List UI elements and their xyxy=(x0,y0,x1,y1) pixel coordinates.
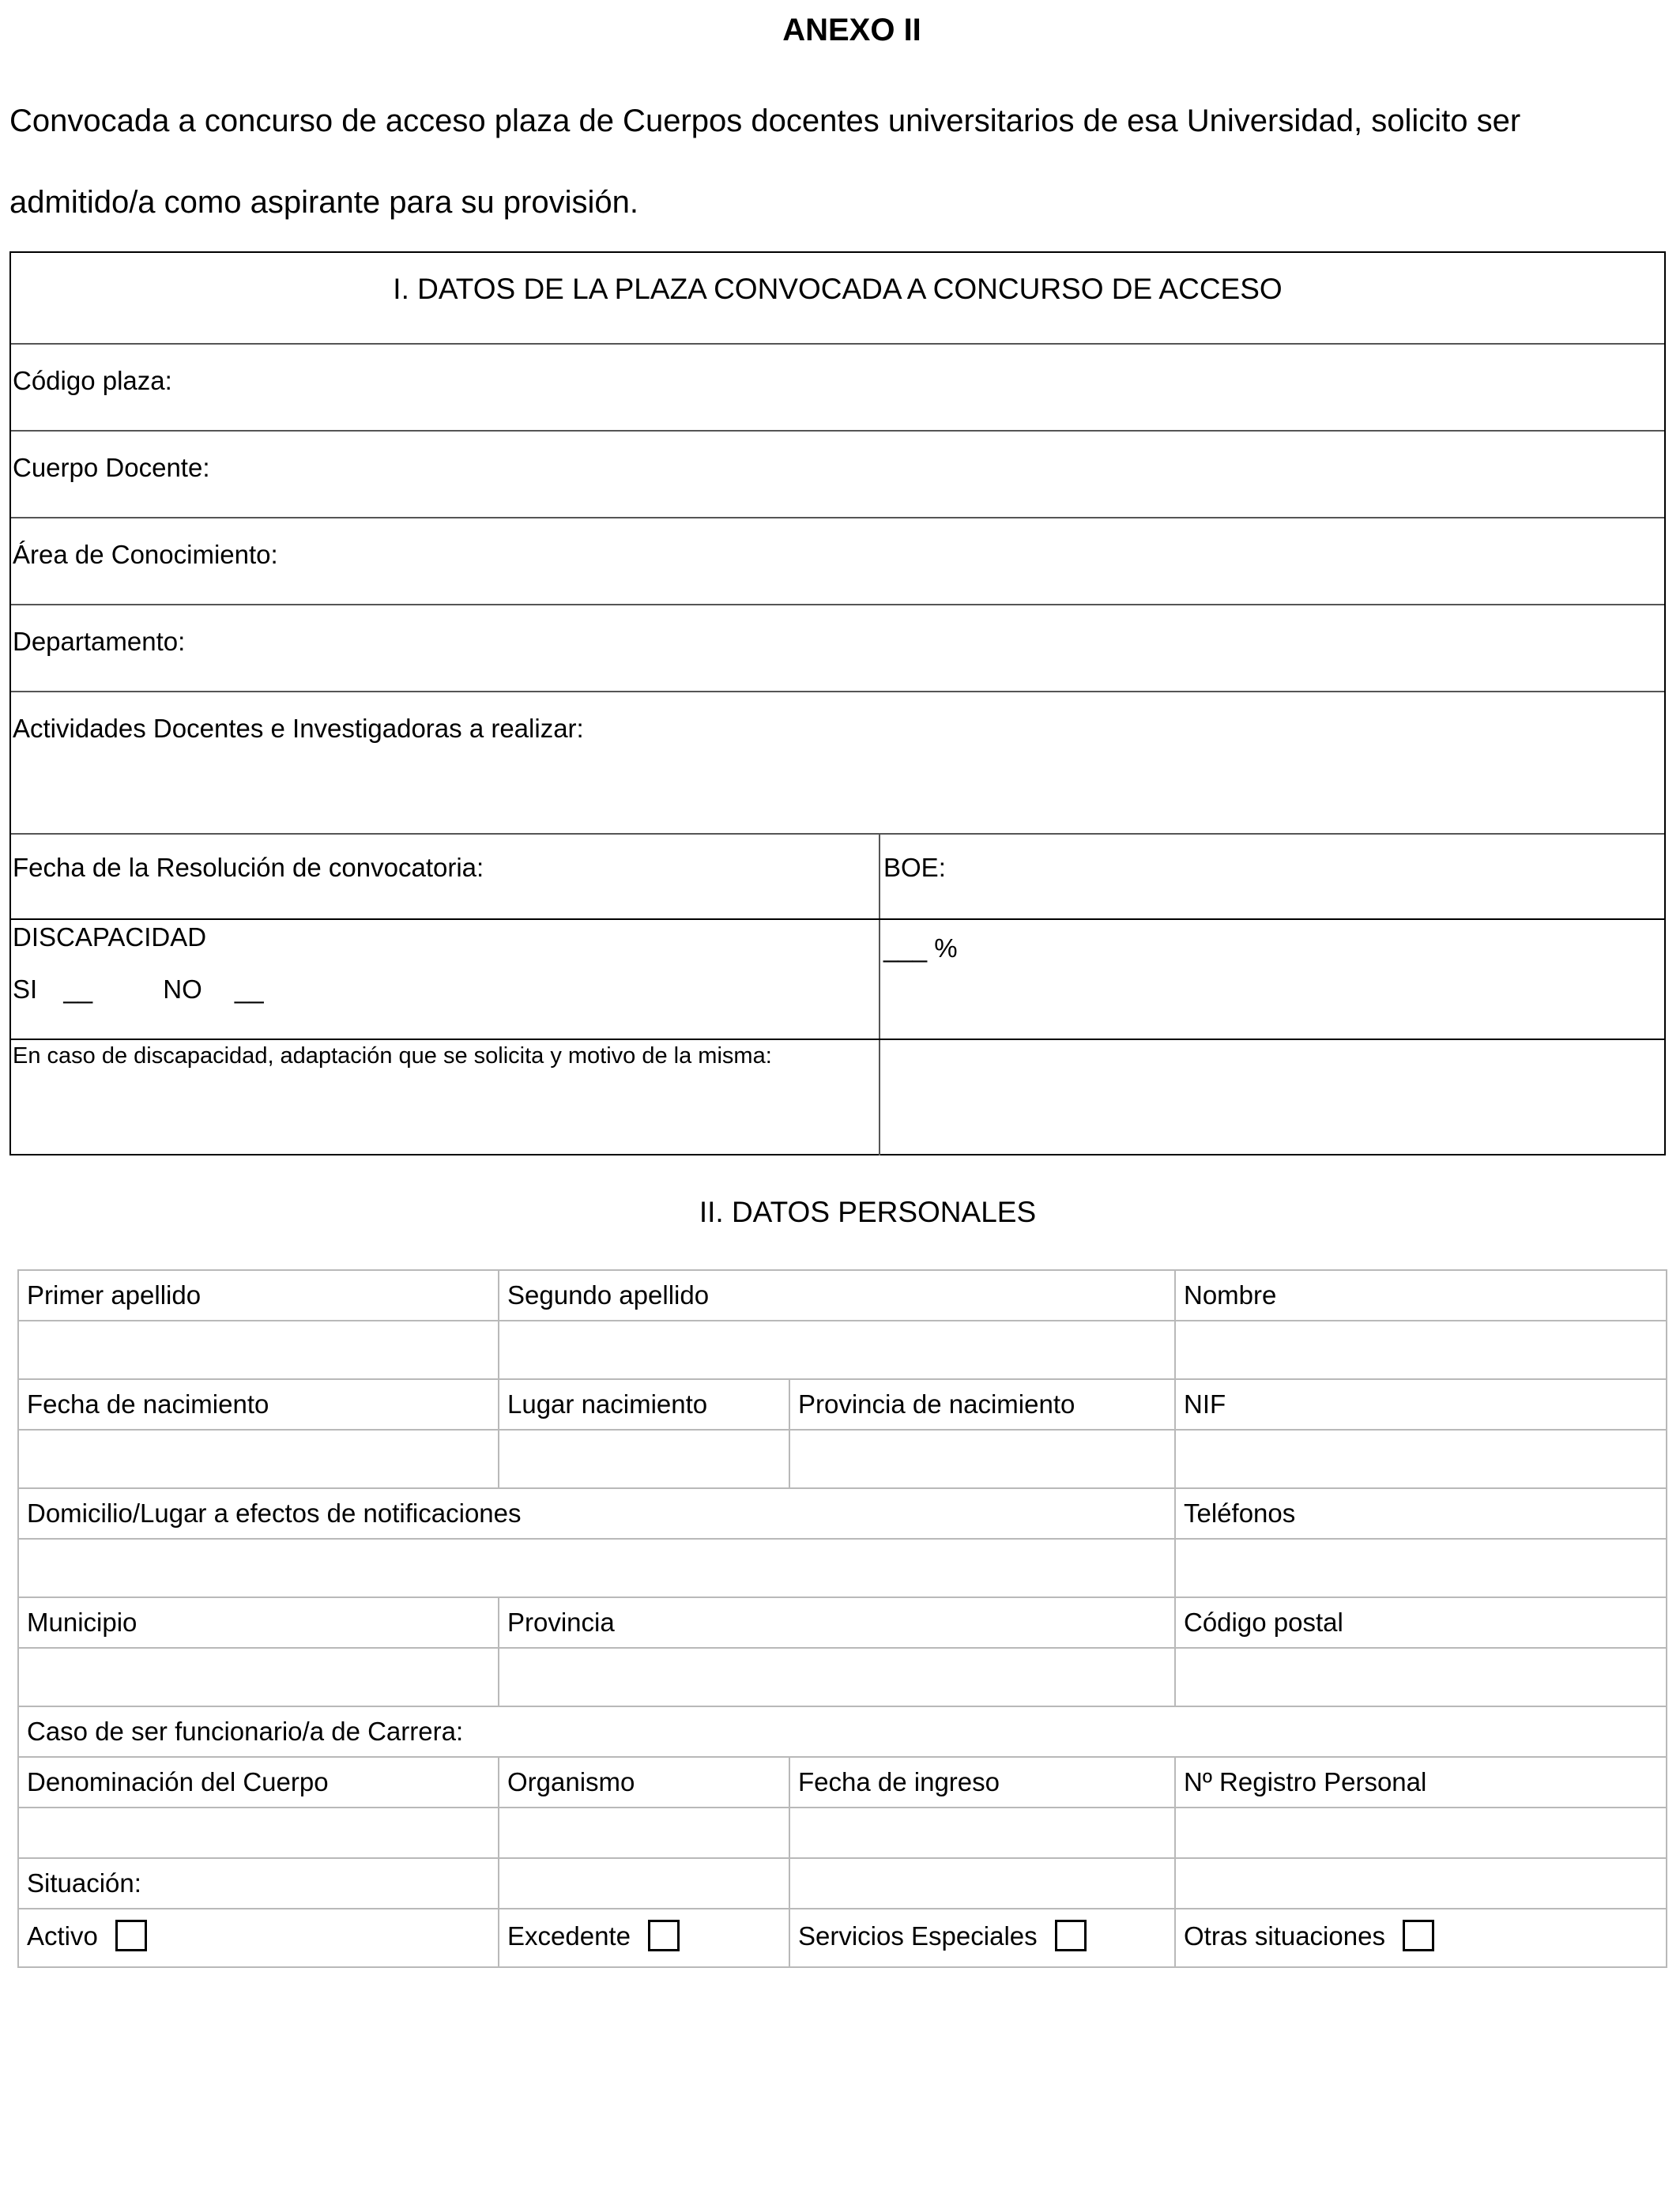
otras-label: Otras situaciones xyxy=(1184,1921,1385,1951)
provincia-nacimiento-label: Provincia de nacimiento xyxy=(789,1379,1175,1430)
fecha-nacimiento-label: Fecha de nacimiento xyxy=(18,1379,499,1430)
segundo-apellido-label: Segundo apellido xyxy=(499,1270,1175,1321)
codigo-postal-field[interactable] xyxy=(1175,1648,1667,1706)
section-plaza xyxy=(9,251,1666,1155)
funcionario-label: Caso de ser funcionario/a de Carrera: xyxy=(18,1706,1667,1757)
domicilio-label: Domicilio/Lugar a efectos de notificaciones xyxy=(18,1488,1175,1539)
discapacidad-label: DISCAPACIDAD xyxy=(13,922,207,952)
activo-option xyxy=(18,1909,499,1967)
intro-text: Convocada a concurso de acceso plaza de Cuerpos docentes universitarios de esa Universidad, solicito ser admitido/a como aspirante para su provisión. xyxy=(9,104,1521,220)
codigo-postal-label: Código postal xyxy=(1175,1597,1667,1648)
area-conocimiento-label: Área de Conocimiento: xyxy=(13,540,278,569)
servicios-option xyxy=(789,1909,1175,1967)
telefonos-field[interactable] xyxy=(1175,1539,1667,1597)
si-blank[interactable]: __ xyxy=(63,974,93,1004)
organismo-label: Organismo xyxy=(499,1757,789,1808)
fecha-nacimiento-field[interactable] xyxy=(18,1430,499,1488)
situacion-cell-3 xyxy=(789,1858,1175,1909)
discapacidad-percent[interactable]: ___ % xyxy=(883,933,958,963)
personal-data-table xyxy=(17,1269,1667,1968)
excedente-checkbox[interactable] xyxy=(648,1920,680,1951)
lugar-nacimiento-field[interactable] xyxy=(499,1430,789,1488)
activo-label: Activo xyxy=(27,1921,98,1951)
denominacion-cuerpo-field[interactable] xyxy=(18,1808,499,1858)
nif-field[interactable] xyxy=(1175,1430,1667,1488)
registro-personal-field[interactable] xyxy=(1175,1808,1667,1858)
provincia-label: Provincia xyxy=(499,1597,1175,1648)
servicios-label: Servicios Especiales xyxy=(798,1921,1038,1951)
municipio-field[interactable] xyxy=(18,1648,499,1706)
no-label: NO xyxy=(163,974,202,1004)
fecha-resolucion-label: Fecha de la Resolución de convocatoria: xyxy=(13,853,484,882)
provincia-field[interactable] xyxy=(499,1648,1175,1706)
page-title: ANEXO II xyxy=(782,13,921,47)
si-label: SI xyxy=(13,974,38,1004)
boe-label: BOE: xyxy=(883,853,946,882)
excedente-label: Excedente xyxy=(507,1921,631,1951)
segundo-apellido-field[interactable] xyxy=(499,1321,1175,1379)
telefonos-label: Teléfonos xyxy=(1175,1488,1667,1539)
municipio-label: Municipio xyxy=(18,1597,499,1648)
section-plaza-heading: I. DATOS DE LA PLAZA CONVOCADA A CONCURSO DE ACCESO xyxy=(393,273,1283,305)
cuerpo-docente-label: Cuerpo Docente: xyxy=(13,453,210,482)
activo-checkbox[interactable] xyxy=(115,1920,147,1951)
actividades-label: Actividades Docentes e Investigadoras a realizar: xyxy=(13,714,584,743)
section-personal-heading: II. DATOS PERSONALES xyxy=(699,1196,1037,1228)
nombre-field[interactable] xyxy=(1175,1321,1667,1379)
departamento-label: Departamento: xyxy=(13,627,186,656)
servicios-checkbox[interactable] xyxy=(1055,1920,1087,1951)
nif-label: NIF xyxy=(1175,1379,1667,1430)
otras-option xyxy=(1175,1909,1667,1967)
discapacidad-si-no[interactable] xyxy=(13,974,264,1005)
situacion-label: Situación: xyxy=(18,1858,499,1909)
no-blank[interactable]: __ xyxy=(234,974,264,1004)
situacion-cell-4 xyxy=(1175,1858,1667,1909)
otras-checkbox[interactable] xyxy=(1403,1920,1434,1951)
nombre-label: Nombre xyxy=(1175,1270,1667,1321)
situacion-cell-2 xyxy=(499,1858,789,1909)
primer-apellido-label: Primer apellido xyxy=(18,1270,499,1321)
registro-personal-label: Nº Registro Personal xyxy=(1175,1757,1667,1808)
adaptacion-label: En caso de discapacidad, adaptación que se solicita y motivo de la misma: xyxy=(13,1043,772,1069)
fecha-ingreso-label: Fecha de ingreso xyxy=(789,1757,1175,1808)
codigo-plaza-label: Código plaza: xyxy=(13,366,172,395)
fecha-ingreso-field[interactable] xyxy=(789,1808,1175,1858)
provincia-nacimiento-field[interactable] xyxy=(789,1430,1175,1488)
denominacion-cuerpo-label: Denominación del Cuerpo xyxy=(18,1757,499,1808)
domicilio-field[interactable] xyxy=(18,1539,1175,1597)
lugar-nacimiento-label: Lugar nacimiento xyxy=(499,1379,789,1430)
primer-apellido-field[interactable] xyxy=(18,1321,499,1379)
organismo-field[interactable] xyxy=(499,1808,789,1858)
excedente-option xyxy=(499,1909,789,1967)
